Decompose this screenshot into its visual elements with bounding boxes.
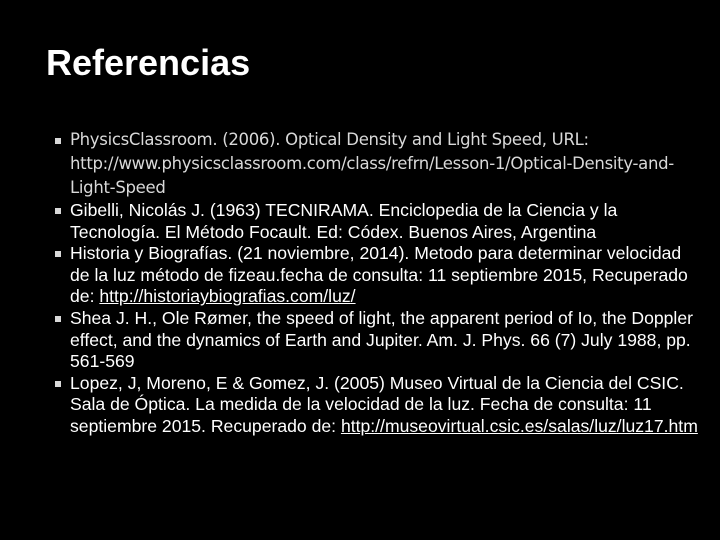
bullet-icon [55,381,61,387]
slide-content [0,112,720,540]
reference-item [58,243,698,308]
reference-text: Shea J. H., Ole Rømer, the speed of light, the apparent period of Io, the Doppler effect, and the dynamics of Earth and Jupiter. Am. J. Phys. 66 (7) July 1988, pp. 561-569 [70,307,693,372]
bullet-icon [55,316,61,322]
reference-item [58,128,698,200]
reference-text: Lopez, J, Moreno, E & Gomez, J. (2005) Museo Virtual de la Ciencia del CSIC. Sala de Óptica. La medida de la velocidad de la luz. Fecha de consulta: 11 septiembre 2015. Recuperado de: [70,372,684,436]
bullet-icon [55,251,61,257]
reference-text: PhysicsClassroom. (2006). Optical Density and Light Speed, URL: http://www.physicsclassroom.com/class/refrn/Lesson-1/Optical-Density-and-Light-Speed [70,130,674,197]
reference-link[interactable]: http://historiaybiografias.com/luz/ [99,286,356,307]
reference-text: Gibelli, Nicolás J. (1963) TECNIRAMA. Enciclopedia de la Ciencia y la Tecnología. El Método Focault. Ed: Códex. Buenos Aires, Argentina [70,200,618,242]
bullet-icon [55,208,61,214]
reference-text: Historia y Biografías. (21 noviembre, 2014). Metodo para determinar velocidad de la luz método de fizeau.fecha de consulta: 11 septiembre 2015, Recuperado de: [70,243,688,307]
title-bar [0,0,720,112]
reference-list [58,128,698,438]
reference-item [58,200,698,243]
bullet-icon [55,138,61,144]
reference-link[interactable]: http://museovirtual.csic.es/salas/luz/luz17.htm [340,415,698,436]
reference-item [58,373,698,438]
reference-item [58,308,698,373]
slide-title: Referencias [46,42,251,83]
